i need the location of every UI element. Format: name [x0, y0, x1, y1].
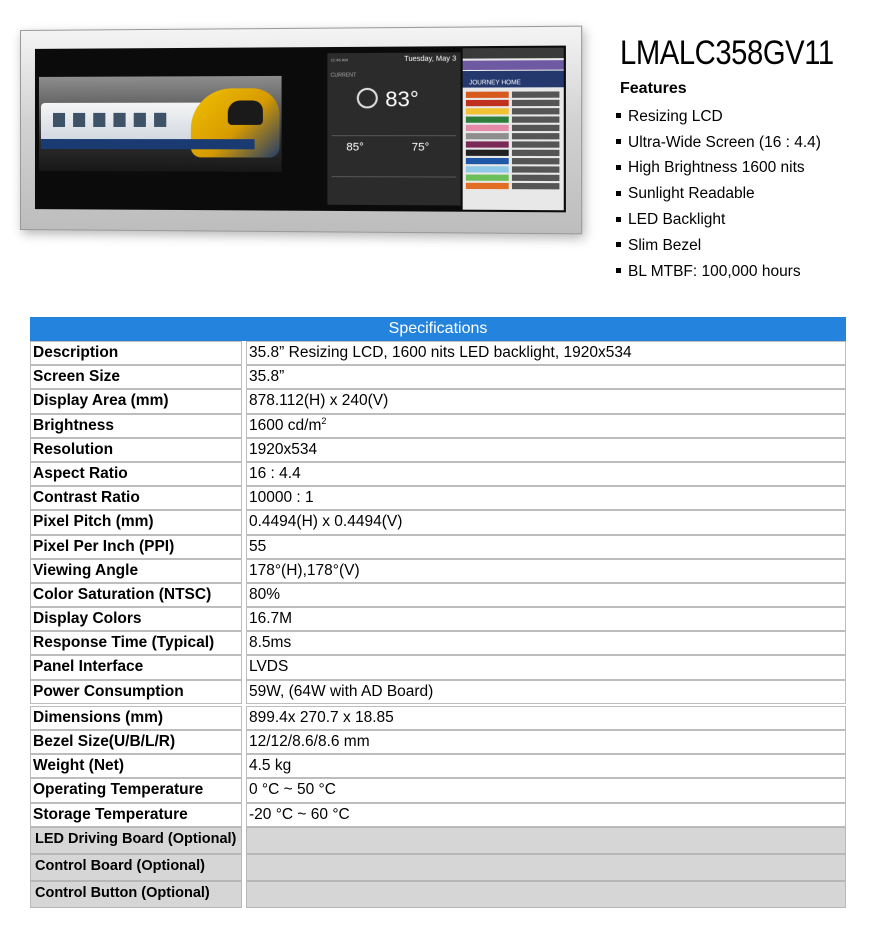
spec-value: [246, 486, 846, 510]
spec-label: Bezel Size(U/B/L/R): [30, 730, 242, 754]
transit-tab: [463, 60, 564, 70]
spec-value: [246, 655, 846, 679]
feature-item: [616, 233, 821, 259]
transit-line: [466, 108, 509, 114]
specifications-rows: [30, 341, 846, 908]
transit-status: [512, 116, 559, 122]
feature-text: Resizing LCD: [628, 107, 723, 125]
spec-value: [246, 535, 846, 559]
spec-row: [30, 631, 846, 655]
transit-line: [466, 158, 509, 164]
spec-row: [30, 486, 846, 510]
transit-line: [466, 141, 509, 147]
weather-date: Tuesday, May 3: [404, 55, 457, 64]
transit-status: [512, 91, 559, 97]
features-heading: Features: [620, 80, 687, 97]
specifications-header: Specifications: [30, 317, 846, 341]
spec-value-text: 12/12/8.6/8.6 mm: [249, 733, 370, 750]
spec-value: [246, 462, 846, 486]
spec-row: [30, 341, 846, 365]
train-stripe: [41, 139, 255, 149]
feature-list: [616, 104, 821, 285]
spec-label: Control Board (Optional): [30, 854, 242, 881]
feature-item: [616, 130, 821, 156]
spec-value: [246, 680, 846, 704]
sun-icon: [357, 88, 378, 109]
spec-row: [30, 414, 846, 438]
transit-line: [466, 174, 509, 180]
spec-value-text: 878.112(H) x 240(V): [249, 392, 389, 410]
train-window: [134, 113, 146, 127]
bullet-icon: [616, 242, 621, 247]
spec-value: [246, 803, 846, 827]
spec-row: [30, 778, 846, 802]
transit-status: [512, 175, 559, 181]
spec-label: Contrast Ratio: [30, 486, 242, 510]
spec-label: LED Driving Board (Optional): [30, 827, 242, 854]
spec-value: [246, 881, 846, 908]
weather-today-temp: 85°: [346, 141, 364, 154]
train-window: [53, 113, 65, 127]
spec-value: [246, 365, 846, 389]
spec-value-text: 0 °C ~ 50 °C: [249, 781, 336, 799]
spec-value-text: 35.8” Resizing LCD, 1600 nits LED backlight, 1920x534: [249, 344, 632, 361]
spec-value-text: 0.4494(H) x 0.4494(V): [249, 513, 403, 531]
transit-line: [466, 183, 509, 189]
train-image: [39, 76, 282, 172]
spec-value: [246, 827, 846, 854]
transit-widget: [463, 48, 564, 211]
transit-line: [466, 100, 509, 106]
spec-value: [246, 414, 846, 438]
bullet-icon: [616, 165, 621, 170]
spec-value: [246, 607, 846, 631]
spec-value: [246, 438, 846, 462]
spec-value-text: 899.4x 270.7 x 18.85: [249, 708, 394, 726]
spec-value: [246, 389, 846, 413]
spec-value: [246, 754, 846, 778]
transit-title: JOURNEY HOME: [469, 80, 521, 87]
weather-label: CURRENT: [330, 72, 357, 79]
specifications-table: [30, 317, 846, 908]
spec-value-text: LVDS: [249, 658, 289, 676]
spec-row: [30, 462, 846, 486]
spec-row: [30, 730, 846, 754]
spec-value: [246, 510, 846, 534]
spec-value-text: 178°(H),178°(V): [249, 561, 360, 579]
spec-value-superscript: 2: [321, 415, 327, 426]
spec-value-text: 10000 : 1: [249, 489, 314, 507]
feature-item: [616, 156, 821, 182]
spec-label: Description: [30, 341, 242, 365]
transit-line: [466, 166, 509, 172]
feature-item: [616, 104, 821, 130]
spec-value-text: 59W, (64W with AD Board): [249, 682, 434, 700]
transit-status: [512, 141, 559, 147]
spec-label: Aspect Ratio: [30, 462, 242, 486]
spec-row: [30, 438, 846, 462]
spec-row: [30, 706, 846, 730]
train-window: [113, 113, 125, 127]
spec-row: [30, 607, 846, 631]
spec-value-text: 1600 cd/m: [249, 416, 322, 434]
spec-value-text: 8.5ms: [249, 634, 292, 652]
spec-value-text: 80%: [249, 585, 281, 603]
spec-value-text: 16.7M: [249, 610, 293, 628]
spec-label: Panel Interface: [30, 655, 242, 679]
spec-value-text: 16 : 4.4: [249, 464, 301, 482]
spec-label: Display Colors: [30, 607, 242, 631]
weather-forecast-strip: [332, 176, 457, 198]
spec-value: [246, 778, 846, 802]
train-window: [73, 113, 85, 127]
spec-label: Control Button (Optional): [30, 881, 242, 908]
weather-tonight-temp: 75°: [411, 141, 430, 154]
spec-label: Color Saturation (NTSC): [30, 583, 242, 607]
spec-value: [246, 706, 846, 730]
spec-row: [30, 535, 846, 559]
feature-text: Slim Bezel: [628, 236, 702, 254]
transit-line: [466, 117, 509, 123]
spec-label: Brightness: [30, 414, 242, 438]
spec-value-text: 4.5 kg: [249, 757, 292, 775]
transit-title-bar: [463, 71, 564, 88]
feature-item: [616, 181, 821, 207]
spec-row: [30, 559, 846, 583]
spec-row: [30, 754, 846, 778]
transit-header: [463, 48, 564, 59]
spec-label: Screen Size: [30, 365, 242, 389]
transit-status: [512, 158, 559, 164]
train-window: [154, 113, 166, 127]
transit-status: [512, 133, 559, 139]
spec-value-text: 55: [249, 537, 267, 555]
transit-line: [466, 125, 509, 131]
product-display-image: [20, 26, 582, 235]
spec-label: Storage Temperature: [30, 803, 242, 827]
spec-row: [30, 583, 846, 607]
spec-row-optional: [30, 881, 846, 908]
product-model-title: LMALC358GV11: [620, 34, 834, 72]
transit-status: [512, 125, 559, 131]
display-screen: [35, 46, 566, 213]
spec-value-text: 35.8”: [249, 368, 285, 386]
feature-item: [616, 207, 821, 233]
feature-text: High Brightness 1600 nits: [628, 159, 805, 177]
bullet-icon: [616, 113, 621, 118]
spec-value: [246, 341, 846, 365]
spec-value: [246, 559, 846, 583]
bullet-icon: [616, 268, 621, 273]
spec-row: [30, 803, 846, 827]
spec-row: [30, 389, 846, 413]
weather-time: 11:46 AM: [330, 57, 348, 63]
spec-label: Resolution: [30, 438, 242, 462]
spec-row: [30, 510, 846, 534]
transit-status: [512, 166, 559, 172]
weather-widget: [327, 52, 460, 205]
spec-row-optional: [30, 854, 846, 881]
spec-value: [246, 631, 846, 655]
feature-text: LED Backlight: [628, 211, 726, 229]
weather-temperature: 83°: [385, 87, 419, 112]
spec-row: [30, 680, 846, 704]
feature-text: Ultra-Wide Screen (16 : 4.4): [628, 133, 821, 151]
spec-row: [30, 365, 846, 389]
bullet-icon: [616, 217, 621, 222]
spec-label: Weight (Net): [30, 754, 242, 778]
spec-label: Dimensions (mm): [30, 706, 242, 730]
feature-text: BL MTBF: 100,000 hours: [628, 262, 801, 280]
train-windscreen: [228, 100, 263, 124]
transit-status: [512, 183, 559, 189]
spec-row-optional: [30, 827, 846, 854]
transit-line: [466, 150, 509, 156]
spec-label: Operating Temperature: [30, 778, 242, 802]
spec-label: Display Area (mm): [30, 389, 242, 413]
spec-value-text: 1920x534: [249, 440, 318, 458]
spec-label: Response Time (Typical): [30, 631, 242, 655]
train-car: [41, 103, 213, 144]
spec-value: [246, 583, 846, 607]
spec-value: [246, 730, 846, 754]
feature-text: Sunlight Readable: [628, 185, 755, 203]
spec-label: Viewing Angle: [30, 559, 242, 583]
spec-value: [246, 854, 846, 881]
spec-label: Pixel Per Inch (PPI): [30, 535, 242, 559]
spec-label: Pixel Pitch (mm): [30, 510, 242, 534]
spec-row: [30, 655, 846, 679]
train-window: [93, 113, 105, 127]
transit-status: [512, 108, 559, 114]
feature-item: [616, 259, 821, 285]
bullet-icon: [616, 139, 621, 144]
transit-line: [466, 133, 509, 139]
bullet-icon: [616, 191, 621, 196]
spec-label: Power Consumption: [30, 680, 242, 704]
transit-line: [466, 92, 509, 98]
transit-status: [512, 100, 559, 106]
spec-value-text: -20 °C ~ 60 °C: [249, 805, 350, 823]
transit-status: [512, 150, 559, 156]
